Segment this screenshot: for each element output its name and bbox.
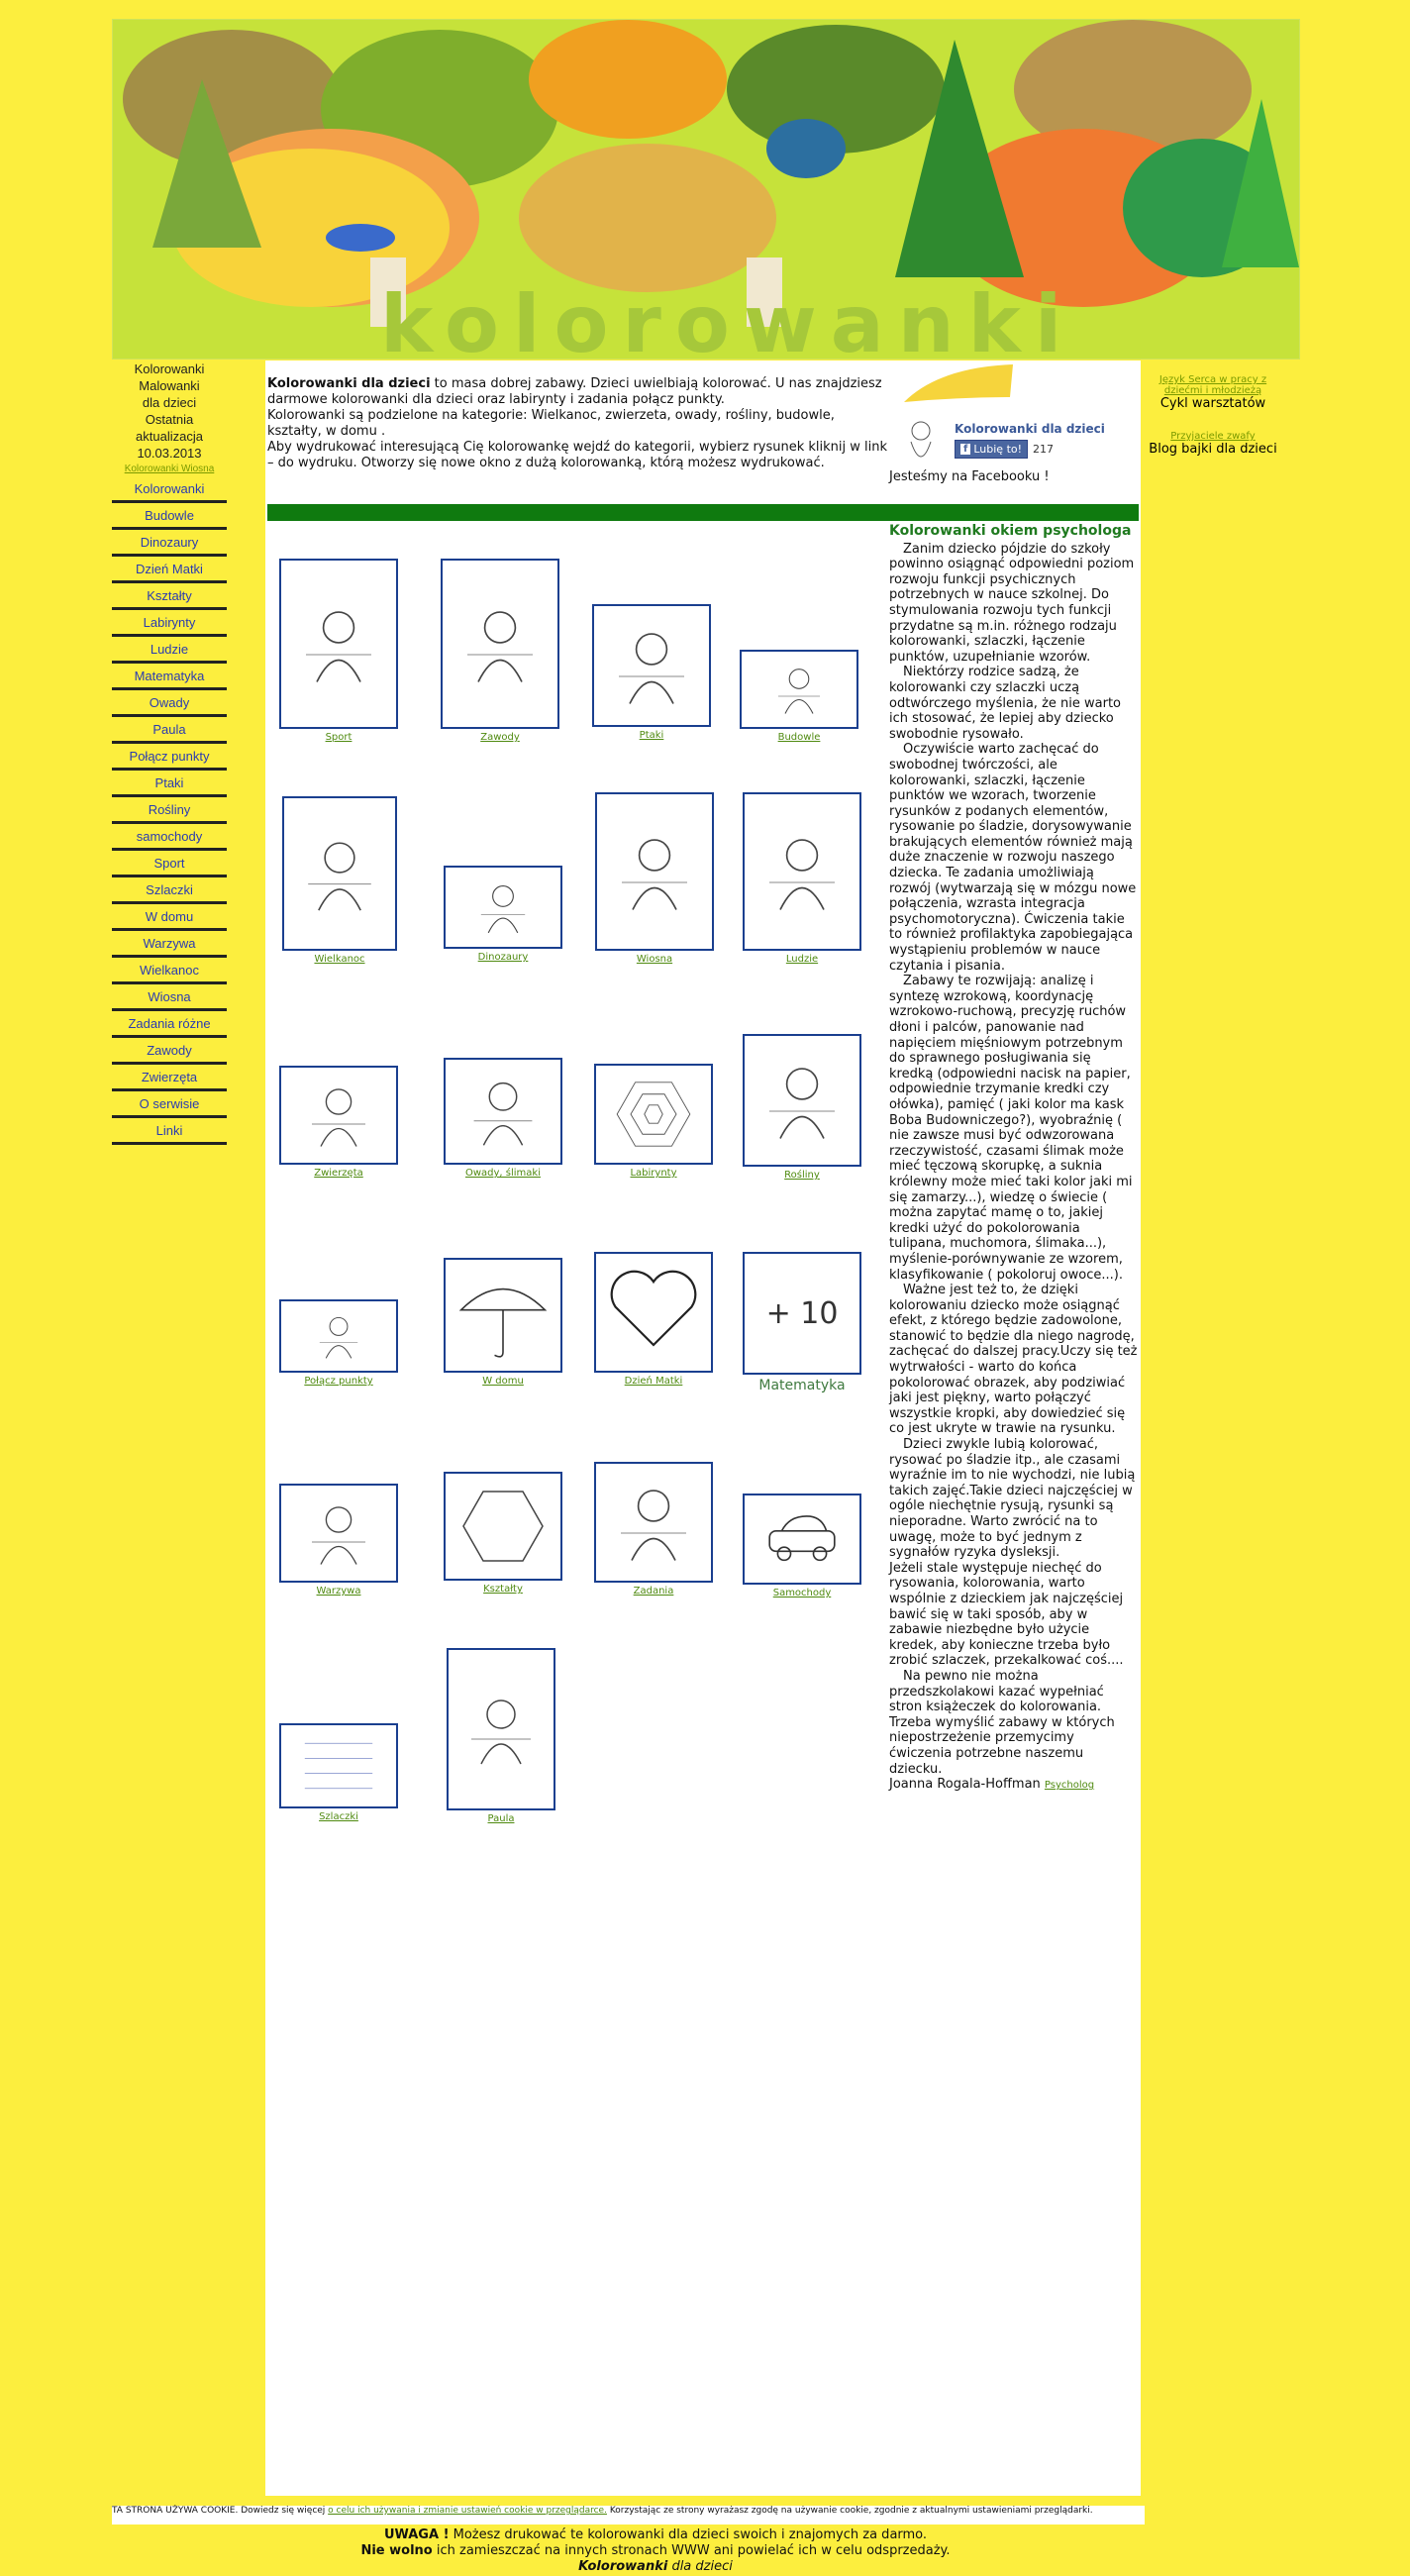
category-thumb bbox=[279, 1484, 398, 1597]
thumb-caption[interactable]: Ludzie bbox=[785, 954, 819, 965]
main-content bbox=[265, 361, 1141, 2496]
thumb-caption[interactable]: Szlaczki bbox=[319, 1811, 358, 1822]
category-thumb bbox=[595, 792, 714, 965]
fb-like-count: 217 bbox=[1033, 443, 1055, 456]
facebook-widget bbox=[889, 362, 1137, 491]
category-thumb bbox=[441, 559, 559, 743]
category-thumb bbox=[444, 1258, 562, 1387]
nav-item[interactable]: Dzień Matki bbox=[112, 559, 227, 583]
footer-prohibit: Nie wolno bbox=[360, 2543, 433, 2558]
thumb-caption[interactable]: Ptaki bbox=[639, 730, 664, 741]
snowdrop-icon[interactable] bbox=[743, 1034, 861, 1167]
article-paragraph: Dzieci zwykle lubią kolorować, rysować po śladzie itp., ale czasami wyraźnie im to nie wychodzi, nie lubią takich zajęć.Takie dzieci najczęściej w ogóle niechętnie rysują, rysunki są nieporadne. Warto zwrócić na to uwagę, może to być jednym z sygnałów ryzyka dysleksji. bbox=[889, 1437, 1136, 1561]
cookie-notice bbox=[112, 2506, 1145, 2524]
thumb-caption[interactable]: Wiosna bbox=[636, 954, 673, 965]
nav-item[interactable]: Połącz punkty bbox=[112, 746, 227, 771]
vegetables-icon[interactable] bbox=[279, 1484, 398, 1583]
category-thumb bbox=[592, 604, 711, 741]
intro-text bbox=[267, 376, 891, 471]
article-tail: Trzeba wymyślić zabawy w których niepostrzeżenie przemycimy ćwiczenia potrzebne naszemu dziecku. bbox=[889, 1714, 1115, 1777]
nav-item[interactable]: Dinozaury bbox=[112, 532, 227, 557]
blog-text: Blog bajki dla dzieci bbox=[1149, 442, 1277, 457]
dinosaur-icon[interactable] bbox=[444, 866, 562, 949]
nav-item[interactable]: Szlaczki bbox=[112, 879, 227, 904]
cookie-text: TA STRONA UŻYWA COOKIE. Dowiedz się więcej bbox=[112, 2506, 329, 2516]
info-line: dla dzieci bbox=[142, 395, 197, 410]
nav-item[interactable]: Sport bbox=[112, 853, 227, 877]
workshop-text: Cykl warsztatów bbox=[1159, 396, 1266, 411]
thumb-caption[interactable]: Matematyka bbox=[758, 1378, 846, 1393]
footer-brand: Kolorowanki bbox=[578, 2559, 668, 2574]
thumb-caption[interactable]: Kształty bbox=[483, 1584, 523, 1595]
header-banner bbox=[112, 19, 1300, 360]
category-thumb bbox=[594, 1462, 713, 1597]
thumb-caption[interactable]: Labirynty bbox=[630, 1168, 677, 1179]
footer-line2: ich zamieszczać na innych stronach WWW ani powielać ich w celu odsprzedaży. bbox=[432, 2543, 951, 2558]
thumb-caption[interactable]: Dinozaury bbox=[477, 952, 529, 963]
info-line: Kolorowanki bbox=[134, 361, 205, 376]
nav-item[interactable]: Rośliny bbox=[112, 799, 227, 824]
fb-page-name[interactable]: Kolorowanki dla dzieci bbox=[955, 422, 1105, 436]
nav-item[interactable]: Zwierzęta bbox=[112, 1067, 227, 1091]
nav-item[interactable]: samochody bbox=[112, 826, 227, 851]
nav-item[interactable]: Matematyka bbox=[112, 666, 227, 690]
footer-warning: UWAGA ! bbox=[383, 2527, 450, 2542]
spring-link[interactable]: Kolorowanki Wiosna bbox=[124, 464, 215, 474]
nav-item[interactable]: Kolorowanki bbox=[112, 478, 227, 503]
hexagon-icon[interactable] bbox=[444, 1472, 562, 1581]
nav-item[interactable]: Kształty bbox=[112, 585, 227, 610]
eagle-icon[interactable] bbox=[592, 604, 711, 727]
math-icon[interactable] bbox=[743, 1252, 861, 1375]
nav-item[interactable]: Warzywa bbox=[112, 933, 227, 958]
facebook-icon: f bbox=[960, 444, 970, 455]
article-paragraph: Ważne jest też to, że dzięki kolorowaniu dziecko może osiągnąć efekt, z którego będzie zadowolone, stanowić to będzie dla niego nagrodę, zachęcać do dalszej pracy.Uczy się też wytrwałości - warto do końca pokolorować obrazek, aby podziwiać jaki jest piękny, warto połączyć wszystkie kropki, aby dowiedzieć się co jest ukryte w trawie na rysunku. bbox=[889, 1283, 1138, 1437]
worker-icon[interactable] bbox=[441, 559, 559, 729]
category-thumb bbox=[279, 1299, 398, 1387]
category-nav bbox=[112, 478, 227, 1145]
umbrella-icon[interactable] bbox=[444, 1258, 562, 1373]
math-thumb-text: + 10 bbox=[765, 1295, 839, 1331]
thumb-caption[interactable]: Dzień Matki bbox=[624, 1376, 683, 1387]
info-line: Ostatnia bbox=[145, 412, 194, 427]
nav-item[interactable]: Linki bbox=[112, 1120, 227, 1145]
pattern-lines-icon[interactable] bbox=[279, 1723, 398, 1808]
category-thumb bbox=[444, 866, 562, 963]
info-line: 10.03.2013 bbox=[137, 446, 202, 461]
thumb-caption[interactable]: Sport bbox=[325, 732, 352, 743]
thumb-caption[interactable]: Rośliny bbox=[784, 1170, 820, 1181]
nav-item[interactable]: O serwisie bbox=[112, 1093, 227, 1118]
green-divider bbox=[267, 504, 1139, 521]
thumb-caption[interactable]: Samochody bbox=[772, 1588, 832, 1598]
category-thumb bbox=[743, 792, 861, 965]
flower-icon[interactable] bbox=[595, 792, 714, 951]
car-icon[interactable] bbox=[743, 1494, 861, 1585]
banner-illustration bbox=[113, 20, 1299, 359]
psychologist-link[interactable]: Psycholog bbox=[1044, 1780, 1095, 1792]
intro-bold: Kolorowanki dla dzieci bbox=[267, 376, 431, 391]
nav-item[interactable]: W domu bbox=[112, 906, 227, 931]
friends-link[interactable]: Przyjaciele zwafy bbox=[1170, 431, 1256, 442]
article-paragraph: Zabawy te rozwijają: analizę i syntezę wzrokową, koordynację wzrokowo-ruchową, precyzję ruchów dłoni i palców, panowanie nad napięciem mięśniowym potrzebnym do sprawnego posługiwania się kredką (odpowiedni nacisk na papier, odpowiednie trzymanie kredki czy ołówka), pamięć ( jaki kolor ma kask Boba Budowniczego?), wyobraźnię ( nie zawsze musi być odwzorowana rzeczywistość, czasami ślimak może mieć tęczową skorupkę, a suknia królewny może mieć taki kolor jaki mi się zamarzy...), wiedzę o świecie ( można zapytać mamę o to, jakiej kredki użyć do pokolorowania tulipana, muchomora, ślimaka...), myślenie-porównywanie ze wzorem, klasyfikowanie ( pokoloruj owoce...). bbox=[889, 974, 1133, 1283]
category-thumb bbox=[279, 1723, 398, 1822]
rabbit-egg-icon[interactable] bbox=[282, 796, 397, 951]
footer bbox=[112, 2527, 1199, 2575]
category-thumb bbox=[594, 1064, 713, 1179]
nav-item[interactable]: Paula bbox=[112, 719, 227, 744]
left-sidebar bbox=[112, 361, 227, 1147]
article-tail: Jeżeli stale występuje niechęć do rysowania, kolorowania, warto wspólnie z dzieckiem jak najczęściej bawić się w taki sposób, aby w zabawie niezbędne było użycie kredek, aby konieczne trzeba było zrobić szlaczek, przekalkować coś.... bbox=[889, 1560, 1124, 1669]
cow-icon[interactable] bbox=[447, 1648, 555, 1810]
article-paragraph: Na pewno nie można przedszkolakowi kazać wypełniać stron książeczek do kolorowania. bbox=[889, 1668, 1104, 1715]
article-paragraph: Oczywiście warto zachęcać do swobodnej twórczości, ale kolorowanki, szlaczki, łączenie punktów we wzorach, tworzenie rysunków z podanych elementów, rysowanie po śladzie, dorysowywanie brakujących elementów również mają duże znaczenie w rozwoju naszego dziecka. Te zadania umożliwiają rozwój (wytwarzają się w mózgu nowe połączenia, wzrasta integracja psychomotoryczna). Ćwiczenia takie to również profilaktyka zapobiegająca wystąpieniu problemów w nauce czytania i pisania. bbox=[889, 742, 1137, 974]
fb-like-label: Lubię to! bbox=[973, 443, 1023, 456]
thumb-caption[interactable]: Budowle bbox=[777, 732, 821, 743]
info-line: aktualizacja bbox=[136, 429, 203, 444]
thumb-caption[interactable]: Wielkanoc bbox=[314, 954, 365, 965]
intro-line2: Kolorowanki są podzielone na kategorie: Wielkanoc, zwierzeta, owady, rośliny, budowle, kształty, w domu . bbox=[267, 408, 835, 439]
language-heart-link[interactable]: Język Serca w pracy z dziećmi i młodzieżą bbox=[1158, 374, 1267, 396]
fb-note: Jesteśmy na Facebooku ! bbox=[889, 469, 1050, 484]
fb-decoration bbox=[899, 362, 1018, 412]
category-thumb bbox=[447, 1648, 555, 1824]
thumb-caption[interactable]: Połącz punkty bbox=[304, 1376, 373, 1387]
dog-icon[interactable] bbox=[279, 1066, 398, 1165]
house-icon[interactable] bbox=[740, 650, 858, 729]
fb-like-button[interactable] bbox=[955, 440, 1028, 459]
category-thumb bbox=[279, 559, 398, 743]
category-thumb bbox=[444, 1472, 562, 1595]
thumb-caption[interactable]: Paula bbox=[487, 1813, 515, 1824]
category-thumb bbox=[444, 1058, 562, 1179]
thumb-caption[interactable]: Zawody bbox=[480, 732, 520, 743]
nav-item[interactable]: Owady bbox=[112, 692, 227, 717]
cookie-link[interactable]: o celu ich używania i zmianie ustawień cookie w przeglądarce. bbox=[328, 2506, 607, 2516]
footer-line1: Możesz drukować te kolorowanki dla dzieci swoich i znajomych za darmo. bbox=[449, 2527, 928, 2542]
category-thumb bbox=[594, 1252, 713, 1387]
category-thumb bbox=[743, 1252, 861, 1393]
ladybug-icon[interactable] bbox=[444, 1058, 562, 1165]
category-thumb bbox=[279, 1066, 398, 1179]
right-sidebar bbox=[1141, 374, 1285, 457]
nav-item[interactable]: Wielkanoc bbox=[112, 960, 227, 984]
author-name: Joanna Rogala-Hoffman bbox=[889, 1777, 1041, 1793]
heart-icon[interactable] bbox=[594, 1252, 713, 1373]
maze-icon[interactable] bbox=[594, 1064, 713, 1165]
cookie-text-end: Korzystając ze strony wyrażasz zgodę na używanie cookie, zgodnie z aktualnymi ustawieniami przeglądarki. bbox=[606, 2506, 1093, 2516]
category-thumb bbox=[740, 650, 858, 743]
article-author bbox=[889, 1777, 1139, 1794]
thumb-caption[interactable]: W domu bbox=[482, 1376, 524, 1387]
info-line: Malowanki bbox=[139, 378, 200, 393]
nav-item[interactable]: Ludzie bbox=[112, 639, 227, 664]
article-paragraph: Zanim dziecko pójdzie do szkoły powinno osiągnąć odpowiedni poziom rozwoju funkcji psychicznych potrzebnych w nauce szkolnej. Do stymulowania rozwoju tych funkcji przydatne są m.in. różnego rodzaju kolorowanki, szlaczki, łączenie punktów, uzupełnianie wzorów. bbox=[889, 541, 1135, 665]
nav-item[interactable]: Wiosna bbox=[112, 986, 227, 1011]
nav-item[interactable]: Ptaki bbox=[112, 773, 227, 797]
intro-line1: to masa dobrej zabawy. Dzieci uwielbiają kolorować. U nas znajdziesz darmowe kolorowanki dla dzieci oraz labirynty i zadania połącz punkty. bbox=[267, 376, 882, 407]
banner-title: kolorowanki bbox=[380, 278, 1076, 359]
girl-icon[interactable] bbox=[743, 792, 861, 951]
nav-item[interactable]: Zawody bbox=[112, 1040, 227, 1065]
shapes-task-icon[interactable] bbox=[594, 1462, 713, 1583]
thumb-caption[interactable]: Owady, ślimaki bbox=[464, 1168, 541, 1179]
psychologist-article bbox=[889, 524, 1139, 1794]
runner-icon[interactable] bbox=[279, 559, 398, 729]
thumb-caption[interactable]: Zwierzęta bbox=[314, 1168, 363, 1179]
article-paragraph: Niektórzy rodzice sadzą, że kolorowanki czy szlaczki uczą odtwórczego myślenia, że nie warto ich stosować, że lepiej aby dziecko swobodnie rysowało. bbox=[889, 665, 1122, 742]
site-info bbox=[112, 361, 227, 462]
footer-line3: dla dzieci bbox=[667, 2559, 733, 2574]
category-thumb bbox=[282, 796, 397, 965]
nav-item[interactable]: Budowle bbox=[112, 505, 227, 530]
thumb-caption[interactable]: Warzywa bbox=[316, 1586, 361, 1597]
article-title: Kolorowanki okiem psychologa bbox=[889, 523, 1132, 539]
nav-item[interactable]: Zadania różne bbox=[112, 1013, 227, 1038]
connect-dots-icon[interactable] bbox=[279, 1299, 398, 1373]
bird-icon bbox=[901, 417, 941, 476]
nav-item[interactable]: Labirynty bbox=[112, 612, 227, 637]
category-thumb bbox=[743, 1034, 861, 1181]
intro-line3: Aby wydrukować interesującą Cię kolorowankę wejdź do kategorii, wybierz rysunek kliknij w link – do wydruku. Otworzy się nowe okno z dużą kolorowanką, którą możesz wydrukować. bbox=[267, 440, 888, 470]
category-thumb bbox=[743, 1494, 861, 1598]
thumb-caption[interactable]: Zadania bbox=[633, 1586, 674, 1597]
